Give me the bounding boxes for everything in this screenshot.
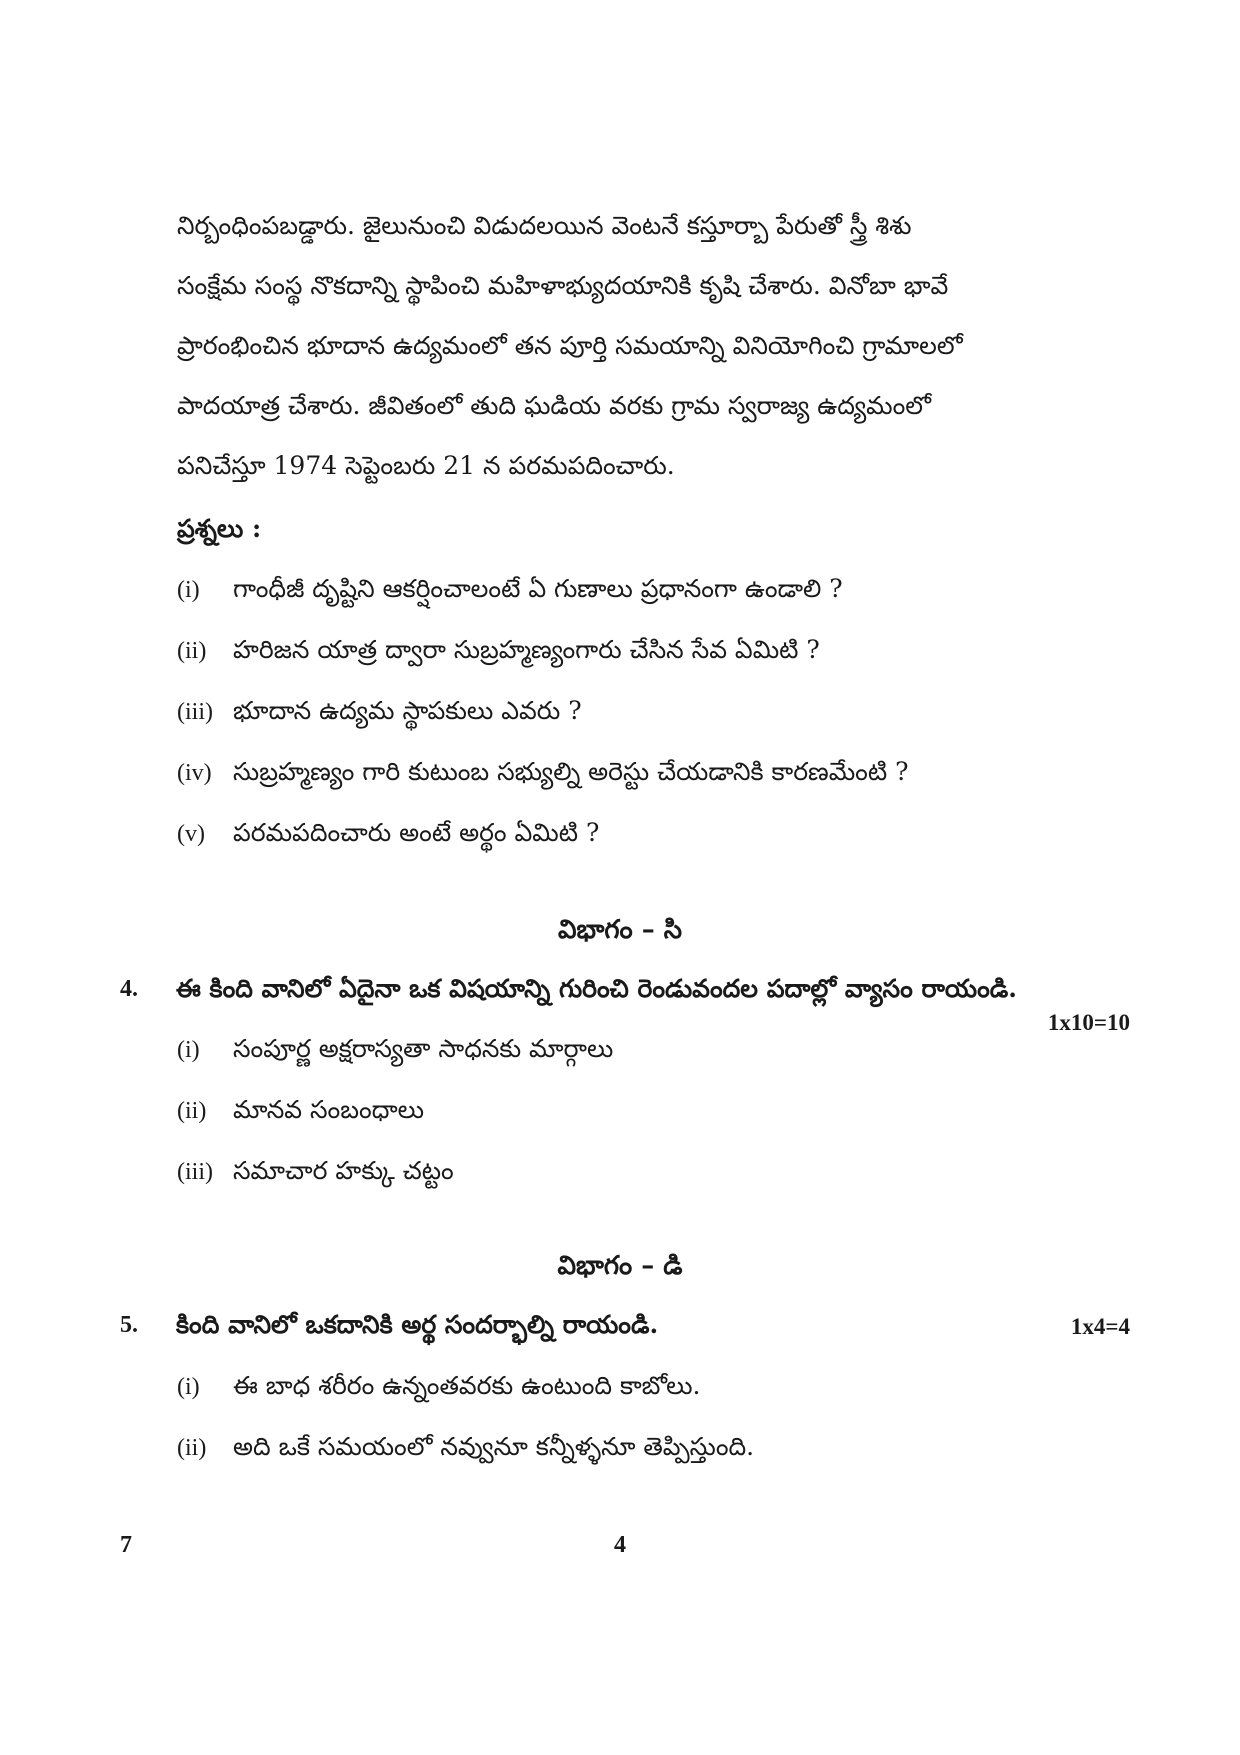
paper-code: 7 [120,1532,132,1558]
option-text: ఈ బాధ శరీరం ఉన్నంతవరకు ఉంటుంది కాబోలు. [233,1371,701,1400]
question-text: గాంధీజీ దృష్టిని ఆకర్షించాలంటే ఏ గుణాలు ప్రధానంగా ఉండాలి ? [233,574,843,603]
question-item [177,755,908,790]
option-number: (ii) [177,1435,207,1461]
marks-label: 1x10=10 [1047,1010,1130,1035]
question-number: (v) [177,821,205,847]
question-number: 4. [120,976,138,1002]
section-c-title: విభాగం – సి [557,915,683,945]
option-item [177,1093,424,1128]
question-number: (iv) [177,760,212,786]
question-item [177,816,599,851]
option-text: సంపూర్ణ అక్షరాస్యతా సాధనకు మార్గాలు [233,1034,614,1063]
question-text: హరిజన యాత్ర ద్వారా సుబ్రహ్మణ్యంగారు చేసిన సేవ ఏమిటి ? [233,635,820,664]
page-number: 4 [614,1532,626,1558]
question-text: కింది వానిలో ఒకదానికి అర్థ సందర్భాల్ని రాయండి. [176,1310,659,1339]
option-number: (i) [177,1037,200,1063]
passage-line: పాదయాత్ర చేశారు. జీవితంలో తుది ఘడియ వరకు గ్రామ స్వరాజ్య ఉద్యమంలో [177,391,932,420]
passage-line: సంక్షేమ సంస్థ నొకదాన్ని స్థాపించి మహిళాభ్యుదయానికి కృషి చేశారు. వినోబా భావే [177,271,949,300]
question-number: (ii) [177,638,207,664]
questions-heading: ప్రశ్నలు : [177,514,262,543]
option-item [177,1369,701,1404]
option-item [177,1032,613,1067]
question-text: సుబ్రహ్మణ్యం గారి కుటుంబ సభ్యుల్ని అరెస్టు చేయడానికి కారణమేంటి ? [233,757,909,786]
option-number: (iii) [177,1159,213,1185]
passage-line: పనిచేస్తూ 1974 సెప్టెంబరు 21 న పరమపదించారు. [177,451,675,480]
passage-line: ప్రారంభించిన భూదాన ఉద్యమంలో తన పూర్తి సమయాన్ని వినియోగించి గ్రామాలలో [177,331,963,360]
question-item [177,633,820,668]
option-number: (ii) [177,1098,207,1124]
question-number: (iii) [177,699,213,725]
option-item [177,1154,454,1189]
option-text: సమాచార హక్కు చట్టం [233,1156,454,1185]
question-text: భూదాన ఉద్యమ స్థాపకులు ఎవరు ? [233,696,582,725]
option-text: అది ఒకే సమయంలో నవ్వునూ కన్నీళ్ళనూ తెప్పిస్తుంది. [233,1432,755,1461]
question-text: ఈ కింది వానిలో ఏదైనా ఒక విషయాన్ని గురించి రెండువందల పదాల్లో వ్యాసం రాయండి. [176,974,1017,1003]
question-number: (i) [177,577,200,603]
question-number: 5. [120,1312,138,1338]
section-d-title: విభాగం – డి [557,1251,683,1281]
question-text: పరమపదించారు అంటే అర్థం ఏమిటి ? [233,818,600,847]
option-item [177,1430,754,1465]
question-item [177,694,582,729]
question-item [177,572,843,607]
passage-line: నిర్బంధింపబడ్డారు. జైలునుంచి విడుదలయిన వెంటనే కస్తూర్బా పేరుతో స్త్రీ శిశు [177,211,912,240]
option-text: మానవ సంబంధాలు [233,1095,424,1124]
marks-label: 1x4=4 [1070,1314,1130,1339]
option-number: (i) [177,1374,200,1400]
